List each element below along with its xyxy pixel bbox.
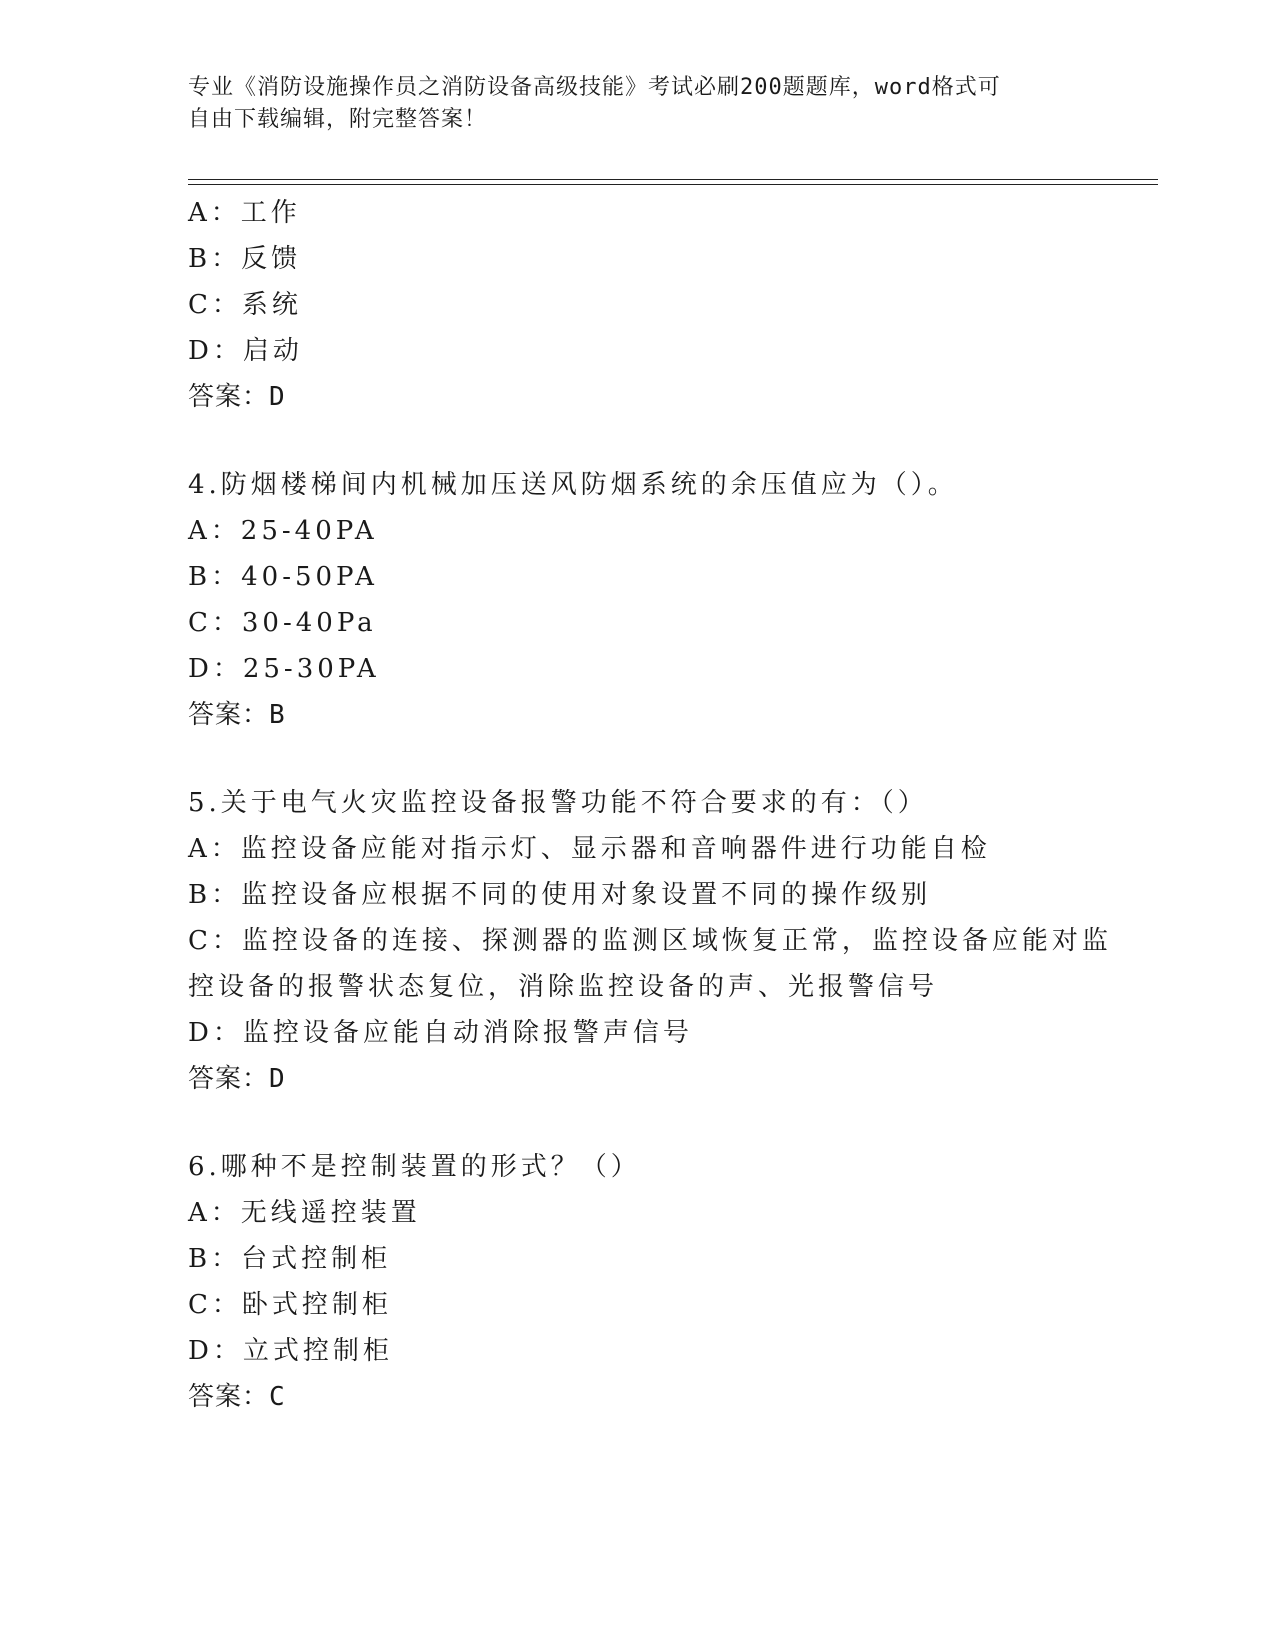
spacer [188, 1102, 1088, 1144]
question-text: 6.哪种不是控制装置的形式？（） [188, 1152, 641, 1182]
option-d: D：立式控制柜 [188, 1336, 393, 1366]
option-b: B：40-50PA [188, 562, 378, 592]
question-list [188, 190, 1112, 1420]
option-b: B：反馈 [188, 244, 302, 274]
question-3 [188, 190, 1088, 420]
option-a: A：25-40PA [188, 516, 378, 546]
option-b: B：台式控制柜 [188, 1244, 392, 1274]
question-4 [188, 462, 1088, 738]
option-c: C：监控设备的连接、探测器的监测区域恢复正常，监控设备应能对监 [188, 926, 1112, 956]
question-text: 4.防烟楼梯间内机械加压送风防烟系统的余压值应为（）。 [188, 470, 958, 500]
header-line-1: 专业《消防设施操作员之消防设备高级技能》考试必刷200题题库，word格式可 [188, 75, 1001, 100]
question-text: 5.关于电气火灾监控设备报警功能不符合要求的有：（） [188, 788, 928, 818]
option-d: D：启动 [188, 336, 303, 366]
option-b: B：监控设备应根据不同的使用对象设置不同的操作级别 [188, 880, 932, 910]
option-c: C：卧式控制柜 [188, 1290, 392, 1320]
option-d: D：25-30PA [188, 654, 380, 684]
spacer [188, 738, 1088, 780]
question-5 [188, 780, 1112, 1102]
option-a: A：无线遥控装置 [188, 1198, 421, 1228]
spacer [188, 420, 1088, 462]
answer: 答案：D [188, 382, 286, 412]
answer: 答案：B [188, 700, 286, 730]
option-c: C：30-40Pa [188, 608, 377, 638]
option-d: D：监控设备应能自动消除报警声信号 [188, 1018, 693, 1048]
document-header [188, 72, 1068, 136]
question-6 [188, 1144, 1088, 1420]
option-c: C：系统 [188, 290, 302, 320]
option-c-continued: 控设备的报警状态复位，消除监控设备的声、光报警信号 [188, 972, 939, 1002]
option-a: A：监控设备应能对指示灯、显示器和音响器件进行功能自检 [188, 834, 991, 864]
header-divider-bottom [188, 184, 1158, 185]
header-divider-top [188, 179, 1158, 180]
header-line-2: 自由下载编辑，附完整答案！ [188, 107, 488, 132]
answer: 答案：D [188, 1064, 286, 1094]
option-a: A：工作 [188, 198, 301, 228]
answer: 答案：C [188, 1382, 286, 1412]
